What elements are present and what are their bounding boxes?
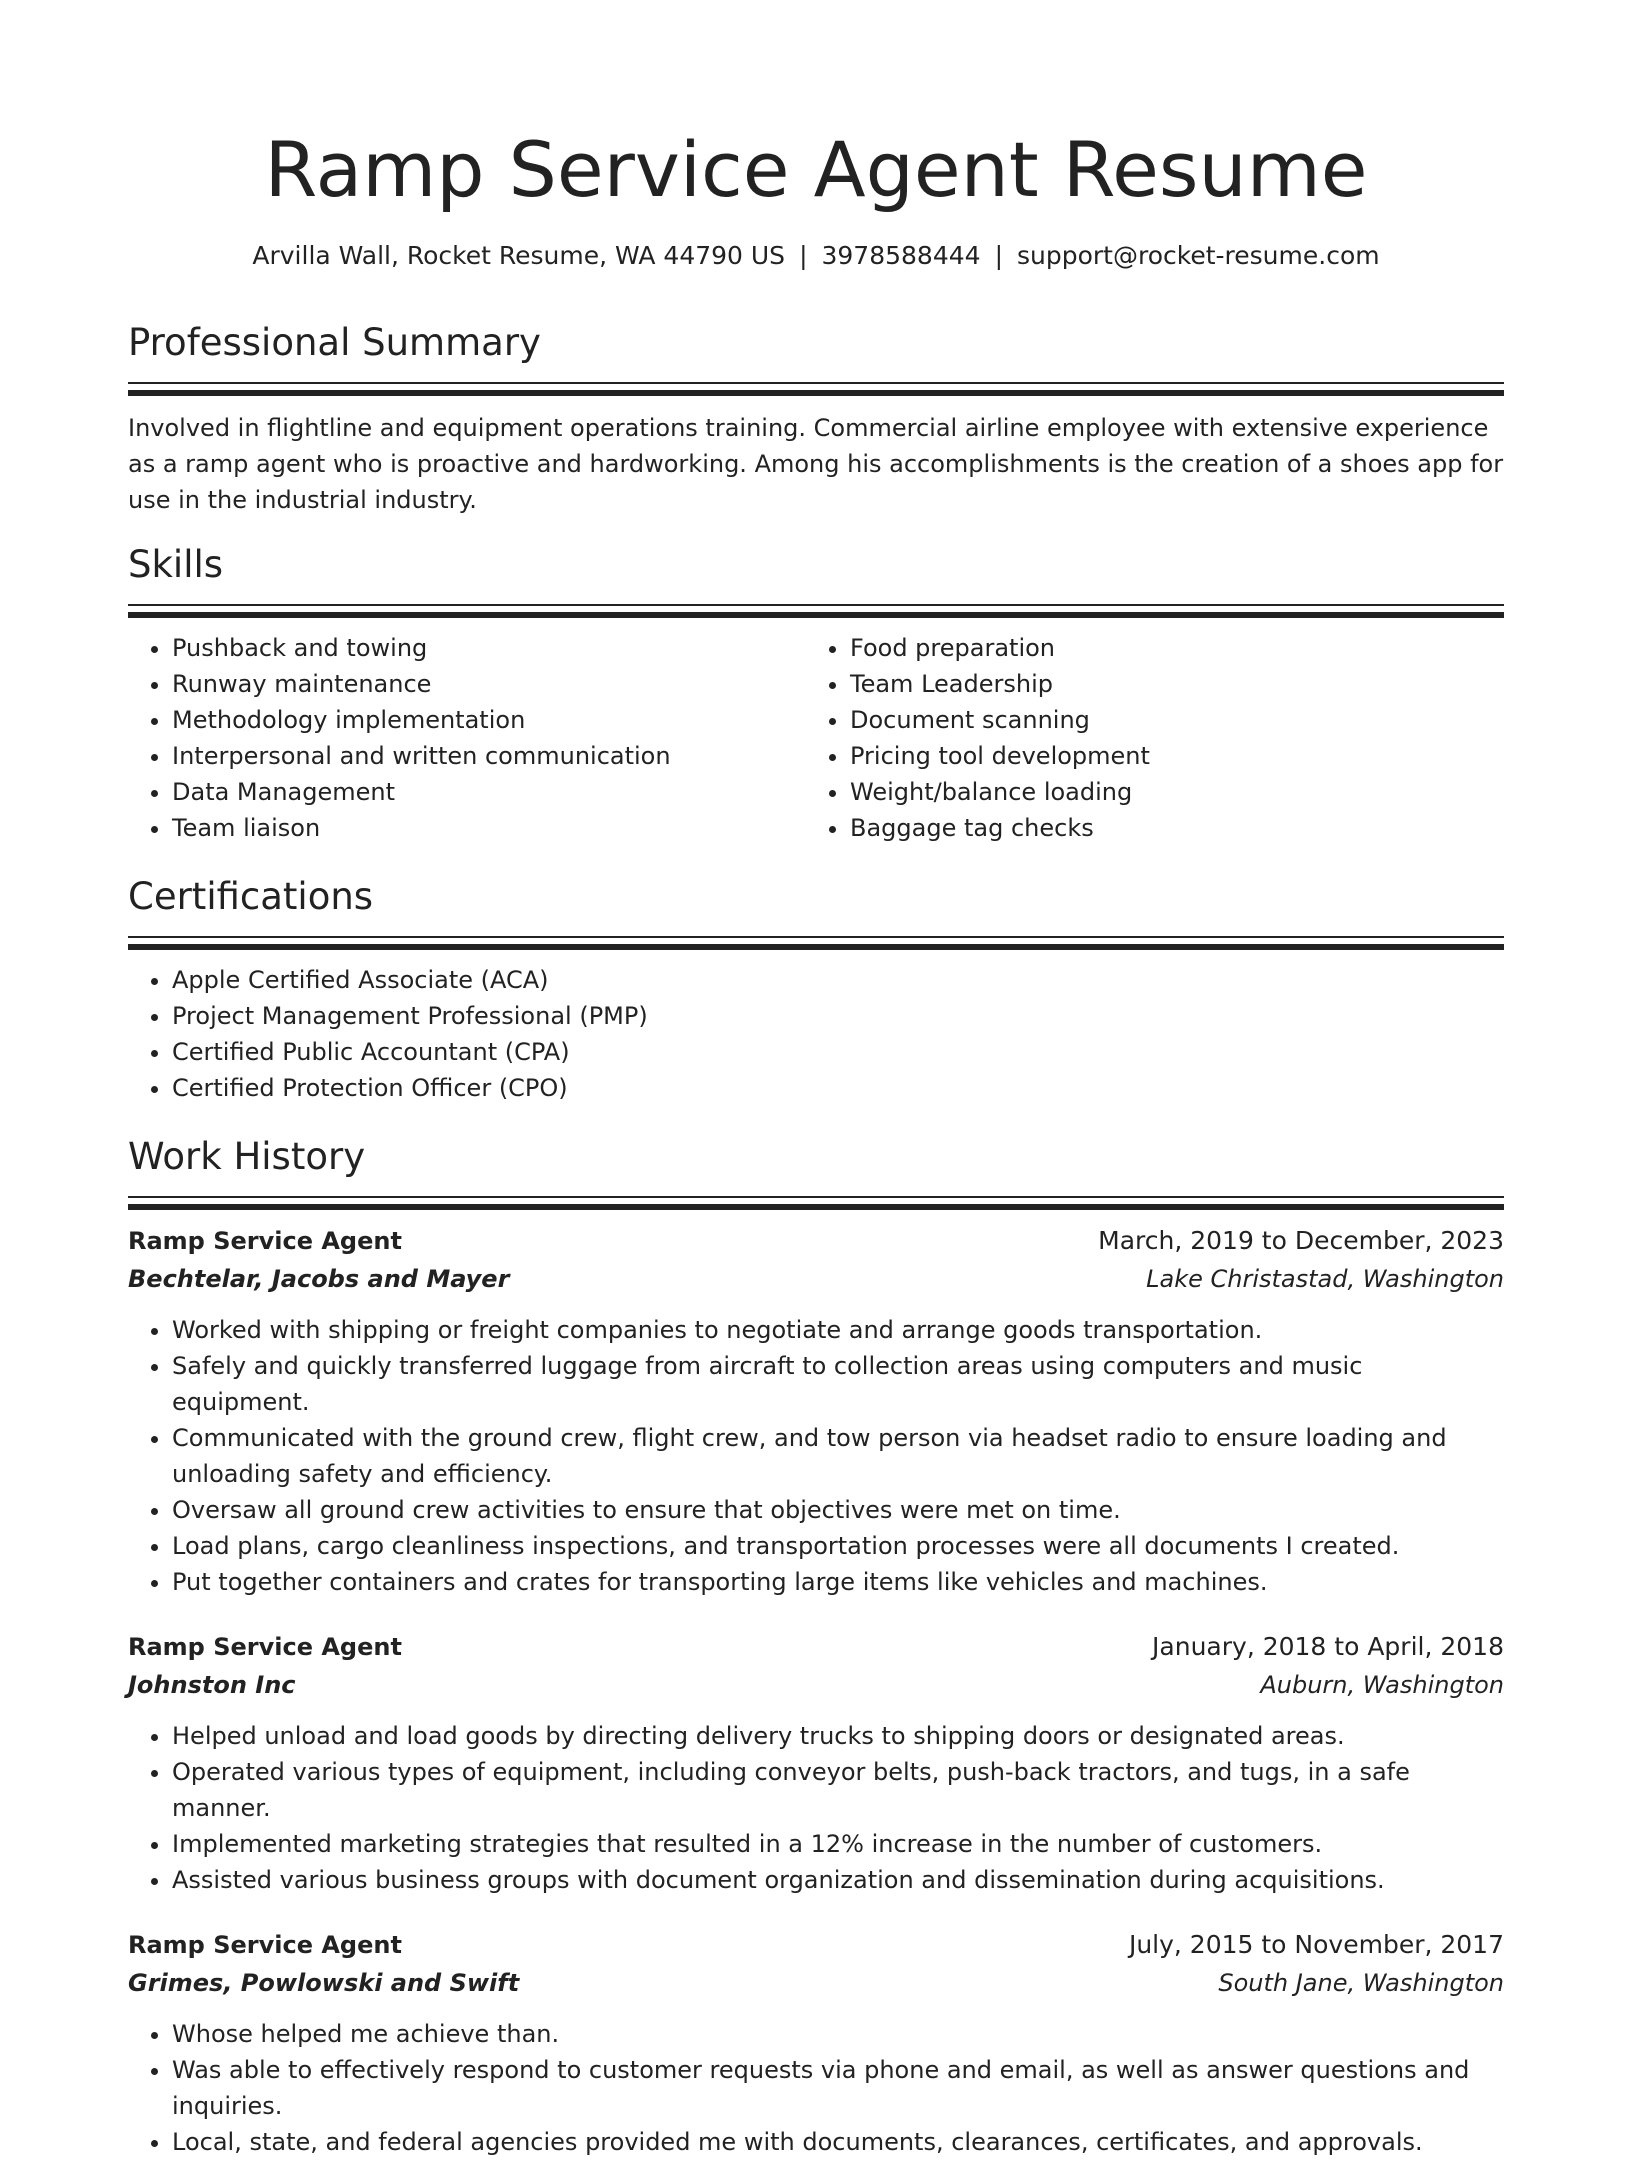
work-history-heading: Work History	[128, 1135, 366, 1178]
job-subheader	[128, 1260, 1504, 1298]
skill-item: • Team liaison	[172, 810, 806, 846]
certification-item: • Project Management Professional (PMP)	[172, 998, 1504, 1034]
job-location: South Jane, Washington	[1218, 1969, 1504, 1997]
job-entry	[128, 1222, 1504, 1600]
job-header	[128, 1628, 1504, 1666]
job-company: Johnston Inc	[128, 1671, 296, 1699]
job-bullet: • Communicated with the ground crew, flight crew, and tow person via headset radio to ensure loading and unloading safety and efficiency.	[172, 1420, 1504, 1492]
job-header	[128, 1222, 1504, 1260]
job-bullet: • Operated various types of equipment, including conveyor belts, push-back tractors, and tugs, in a safe manner.	[172, 1754, 1504, 1826]
job-bullets	[128, 2016, 1504, 2160]
job-dates: January, 2018 to April, 2018	[1152, 1632, 1504, 1661]
certifications-list	[128, 962, 1504, 1106]
certifications-section	[128, 872, 1504, 1106]
job-bullets	[128, 1312, 1504, 1600]
job-subheader	[128, 1666, 1504, 1704]
section-divider	[128, 604, 1504, 618]
skill-item: • Methodology implementation	[172, 702, 806, 738]
skill-item: • Pushback and towing	[172, 630, 806, 666]
job-header	[128, 1926, 1504, 1964]
certifications-heading: Certifications	[128, 875, 374, 918]
summary-text: Involved in flightline and equipment operations training. Commercial airline employee with extensive experience as a ramp agent who is proactive and hardworking. Among his accomplishments is the creation of a shoes app for use in the industrial industry.	[128, 414, 1504, 514]
skills-section	[128, 540, 1504, 846]
job-bullet: • Load plans, cargo cleanliness inspections, and transportation processes were all documents I created.	[172, 1528, 1504, 1564]
skill-item: • Data Management	[172, 774, 806, 810]
job-entry	[128, 1926, 1504, 2160]
summary-heading: Professional Summary	[128, 321, 541, 364]
skill-item: • Team Leadership	[850, 666, 1484, 702]
contact-line	[128, 238, 1504, 274]
job-location: Auburn, Washington	[1260, 1671, 1504, 1699]
resume-title: Ramp Service Agent Resume	[264, 125, 1368, 214]
skill-item: • Weight/balance loading	[850, 774, 1484, 810]
job-bullet: • Worked with shipping or freight companies to negotiate and arrange goods transportation.	[172, 1312, 1504, 1348]
job-bullet: • Oversaw all ground crew activities to ensure that objectives were met on time.	[172, 1492, 1504, 1528]
contact-separator: |	[799, 241, 808, 270]
job-title: Ramp Service Agent	[128, 1931, 402, 1959]
job-dates: March, 2019 to December, 2023	[1098, 1226, 1504, 1255]
skill-item: • Runway maintenance	[172, 666, 806, 702]
job-bullet: • Helped unload and load goods by directing delivery trucks to shipping doors or designated areas.	[172, 1718, 1504, 1754]
skill-item: • Document scanning	[850, 702, 1484, 738]
skills-list-right	[806, 630, 1484, 846]
contact-email: support@rocket-resume.com	[1017, 241, 1380, 270]
section-divider	[128, 1196, 1504, 1210]
contact-phone: 3978588444	[821, 241, 981, 270]
contact-address: Arvilla Wall, Rocket Resume, WA 44790 US	[252, 241, 786, 270]
job-bullet: • Safely and quickly transferred luggage from aircraft to collection areas using computers and music equipment.	[172, 1348, 1504, 1420]
certification-item: • Apple Certified Associate (ACA)	[172, 962, 1504, 998]
job-company: Grimes, Powlowski and Swift	[128, 1969, 520, 1997]
certification-item: • Certified Protection Officer (CPO)	[172, 1070, 1504, 1106]
job-entry	[128, 1628, 1504, 1898]
work-history-section	[128, 1132, 1504, 2160]
contact-separator: |	[994, 241, 1003, 270]
skill-item: • Food preparation	[850, 630, 1484, 666]
job-title: Ramp Service Agent	[128, 1227, 402, 1255]
summary-section	[128, 318, 1504, 518]
certification-item: • Certified Public Accountant (CPA)	[172, 1034, 1504, 1070]
job-bullet: • Assisted various business groups with document organization and dissemination during acquisitions.	[172, 1862, 1504, 1898]
job-company: Bechtelar, Jacobs and Mayer	[128, 1265, 510, 1293]
skills-list-left	[128, 630, 806, 846]
job-bullet: • Implemented marketing strategies that resulted in a 12% increase in the number of customers.	[172, 1826, 1504, 1862]
job-bullets	[128, 1718, 1504, 1898]
section-divider	[128, 382, 1504, 396]
job-bullet: • Put together containers and crates for transporting large items like vehicles and machines.	[172, 1564, 1504, 1600]
job-bullet: • Local, state, and federal agencies provided me with documents, clearances, certificates, and approvals.	[172, 2124, 1504, 2160]
skill-item: • Baggage tag checks	[850, 810, 1484, 846]
skills-columns	[128, 618, 1504, 846]
skill-item: • Interpersonal and written communication	[172, 738, 806, 774]
job-bullet: • Whose helped me achieve than.	[172, 2016, 1504, 2052]
job-dates: July, 2015 to November, 2017	[1128, 1930, 1504, 1959]
section-divider	[128, 936, 1504, 950]
skill-item: • Pricing tool development	[850, 738, 1484, 774]
job-location: Lake Christastad, Washington	[1146, 1265, 1504, 1293]
skills-heading: Skills	[128, 543, 224, 586]
job-bullet: • Was able to effectively respond to customer requests via phone and email, as well as answer questions and inquiries.	[172, 2052, 1504, 2124]
job-title: Ramp Service Agent	[128, 1633, 402, 1661]
job-subheader	[128, 1964, 1504, 2002]
